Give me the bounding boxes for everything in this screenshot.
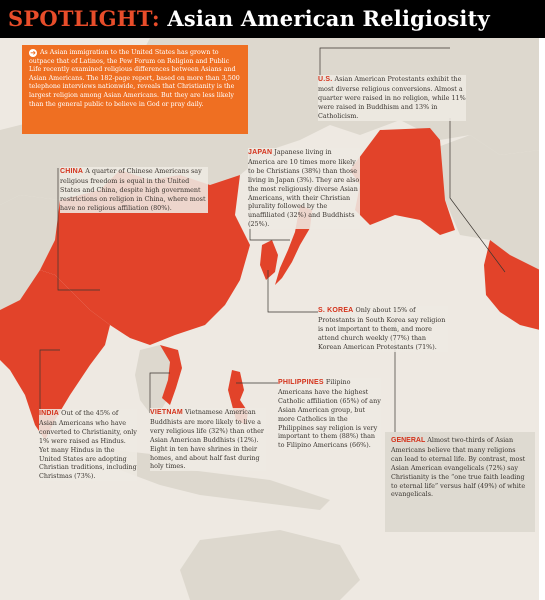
callout-korea xyxy=(318,306,448,352)
callout-japan-label: JAPAN xyxy=(248,149,273,156)
callout-general-label: GENERAL xyxy=(391,437,426,444)
title-kicker: SPOTLIGHT: xyxy=(8,6,160,31)
callout-vietnam xyxy=(150,408,266,471)
callout-vietnam-text: Vietnamese American Buddhists are more likely to live a very religious life (32%) than other Asian American Buddhists (12%). Eight in ten have shrines in their homes, and about half fast during holy times. xyxy=(150,408,264,471)
callout-china-text: A quarter of Chinese Americans say religious freedom is equal in the United States and China, despite high government restrictions on religion in China, where most have no religious affiliation (80%). xyxy=(60,167,206,212)
callout-general xyxy=(385,432,535,532)
callout-general-text: Almost two-thirds of Asian Americans believe that many religions can lead to eternal life. By contrast, most Asian American evangelicals (72%) say Christianity is the “one true faith leading to eternal life” versus half (49%) of white evangelicals. xyxy=(391,436,526,499)
arrow-circle-right-icon: ➜ xyxy=(30,49,36,57)
intro-box xyxy=(22,45,248,134)
callout-philippines-label: PHILIPPINES xyxy=(278,379,324,386)
callout-china-label: CHINA xyxy=(60,168,84,175)
intro-text: As Asian immigration to the United States has grown to outpace that of Latinos, the Pew Forum on Religion and Public Life recently examined religious differences between Asians and Asian Americans. The 182-page report, based on more than 3,500 telephone interviews nationwide, reveals that Christianity is the largest religion among Asian Americans. But they are less likely than the general public to believe in God or pray daily. xyxy=(29,49,240,108)
callout-india-text: Out of the 45% of Asian Americans who have converted to Christianity, only 1% were raised as Hindus. Yet many Hindus in the United States are adopting Christian traditions, including Christmas (73%). xyxy=(39,409,137,481)
title-headline: Asian American Religiosity xyxy=(167,6,490,31)
callout-vietnam-label: VIETNAM xyxy=(150,409,183,416)
callout-india xyxy=(39,409,137,481)
callout-india-label: INDIA xyxy=(39,410,60,417)
callout-us-label: U.S. xyxy=(318,76,333,83)
header-bar xyxy=(0,0,545,38)
callout-korea-label: S. KOREA xyxy=(318,307,354,314)
callout-china xyxy=(60,167,208,213)
callout-korea-text: Only about 15% of Protestants in South Korea say religion is not important to them, and more attend church weekly (77%) than Korean American Protestants (71%). xyxy=(318,306,446,351)
callout-us xyxy=(318,75,466,121)
callout-japan xyxy=(248,148,360,229)
callout-japan-text: Japanese living in America are 10 times more likely to be Christians (38%) than those living in Japan (3%). They are also the most religiously diverse Asian Americans, with their Christian plurality followed by the unaffiliated (32%) and Buddhists (25%). xyxy=(248,148,360,229)
callout-philippines-text: Filipino Americans have the highest Catholic affiliation (65%) of any Asian American group, but more Catholics in the Philippines say religion is very important to them (88%) than to Filipino Americans (66%). xyxy=(278,378,381,450)
callout-philippines xyxy=(278,378,381,450)
page-right-margin xyxy=(539,38,545,600)
page-title xyxy=(8,6,490,31)
callout-us-text: Asian American Protestants exhibit the most diverse religious conversions. Almost a quarter were raised in no religion, while 11% were raised in Buddhism and 13% in Catholicism. xyxy=(318,75,466,120)
